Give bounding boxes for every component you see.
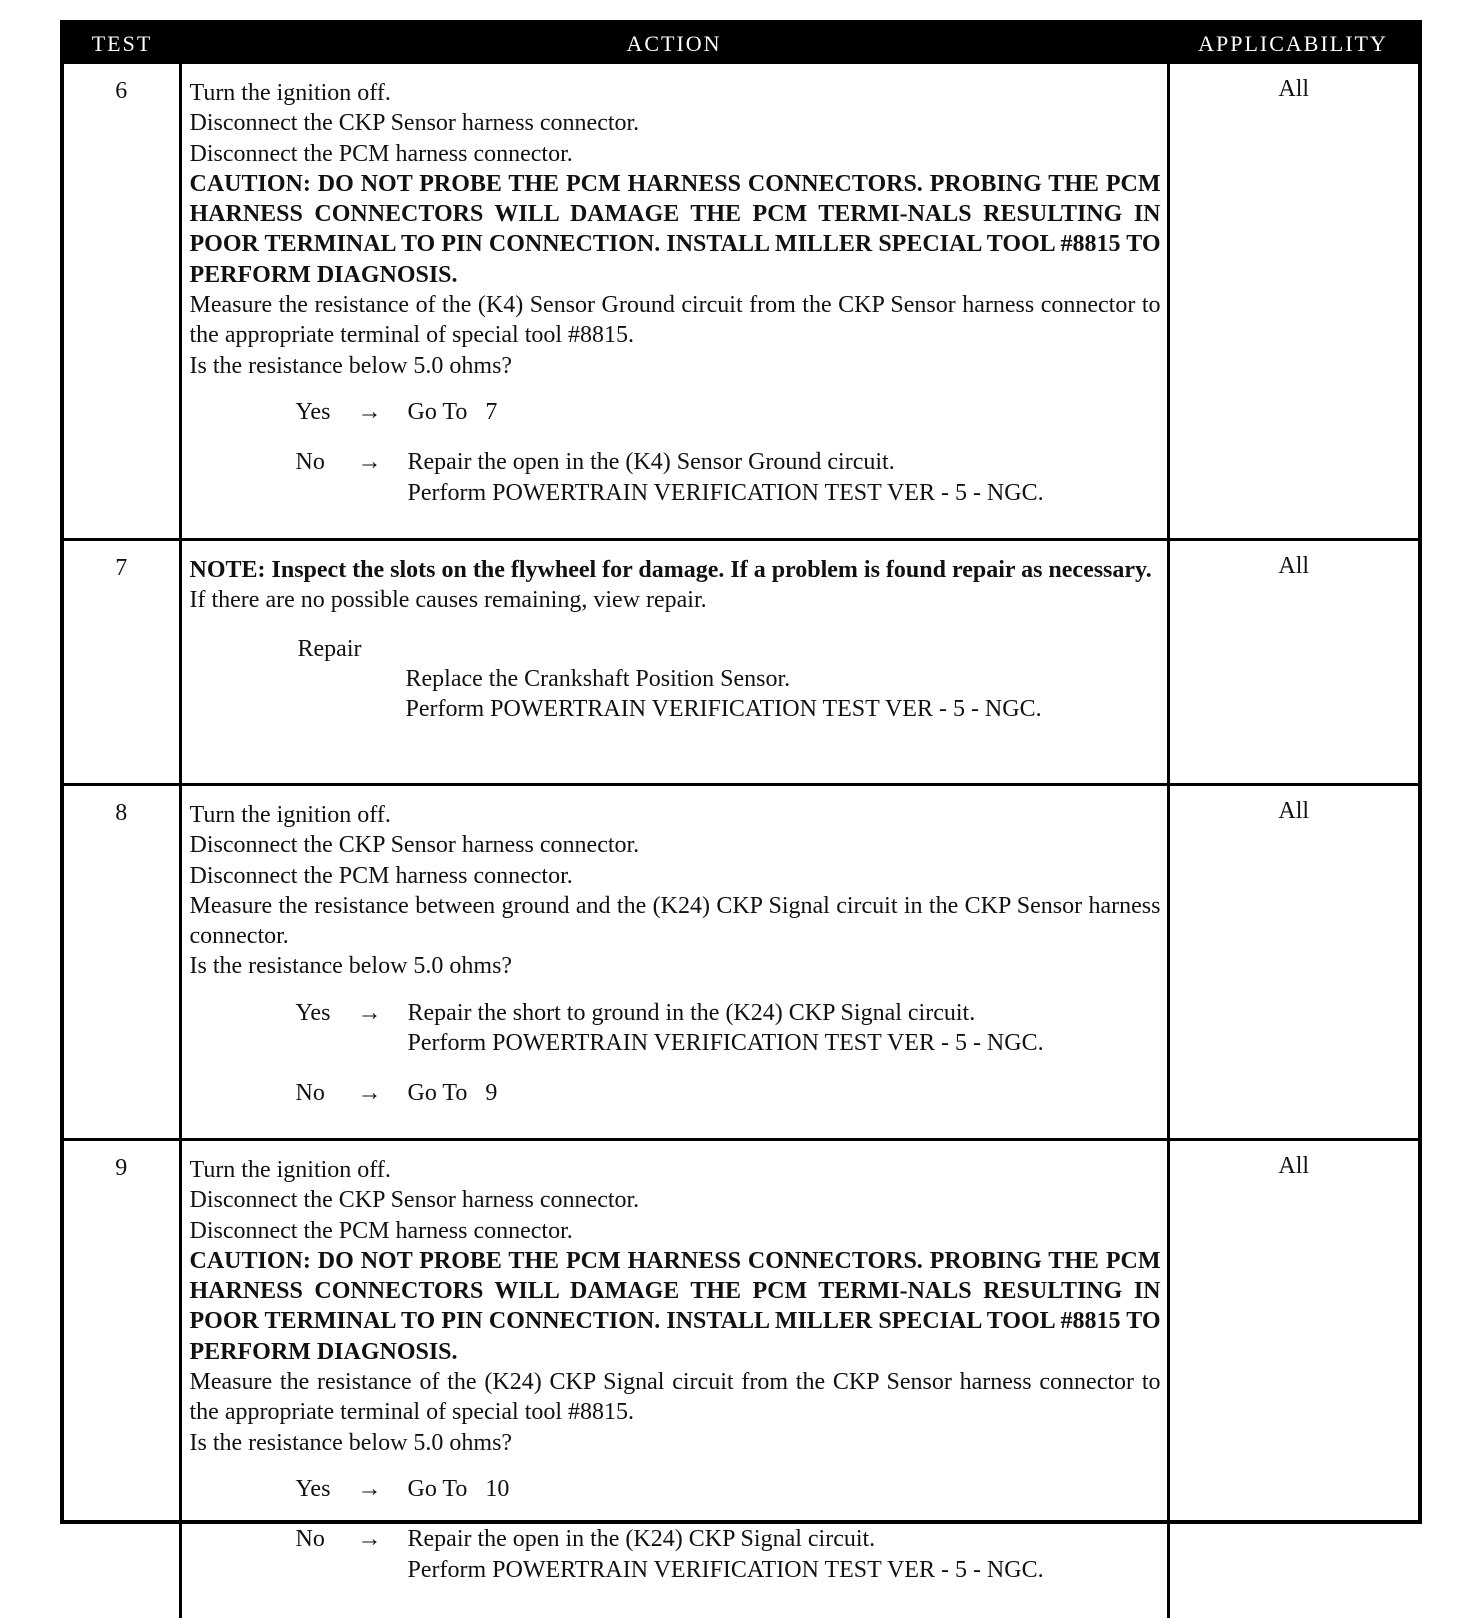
result-line: Perform POWERTRAIN VERIFICATION TEST VER - 5 - NGC. [408, 1555, 1161, 1585]
question-text: Is the resistance below 5.0 ohms? [190, 951, 1161, 981]
result-line: Perform POWERTRAIN VERIFICATION TEST VER - 5 - NGC. [408, 1028, 1161, 1058]
caution-text: CAUTION: DO NOT PROBE THE PCM HARNESS CONNECTORS. PROBING THE PCM HARNESS CONNECTORS WILL DAMAGE THE PCM TERMI-NALS RESULTING IN POOR TERMINAL TO PIN CONNECTION. INSTALL MILLER SPECIAL TOOL #8815 TO PERFORM DIAGNOSIS. [190, 1246, 1161, 1367]
test-number: 6 [64, 64, 180, 540]
measure-text: Measure the resistance of the (K4) Sensor Ground circuit from the CKP Sensor harness connector to the appropriate terminal of special tool #8815. [190, 290, 1161, 351]
no-result: Go To 9 [408, 1078, 1161, 1108]
no-label: No [296, 447, 358, 508]
no-branch [296, 1524, 1161, 1585]
question-text: Is the resistance below 5.0 ohms? [190, 1428, 1161, 1458]
test-number: 8 [64, 785, 180, 1140]
no-result [408, 447, 1161, 508]
step-text: Turn the ignition off. [190, 78, 1161, 108]
step-text: Disconnect the PCM harness connector. [190, 1216, 1161, 1246]
table-header-row [64, 24, 1418, 64]
table-row [64, 785, 1418, 1140]
measure-text: Measure the resistance of the (K24) CKP Signal circuit from the CKP Sensor harness connector to the appropriate terminal of special tool #8815. [190, 1367, 1161, 1428]
no-branch [296, 1078, 1161, 1108]
yes-result: Go To 10 [408, 1474, 1161, 1504]
step-text: Disconnect the CKP Sensor harness connector. [190, 830, 1161, 860]
yes-label: Yes [296, 998, 358, 1059]
repair-label: Repair [298, 634, 1161, 664]
action-cell [180, 785, 1168, 1140]
note-text: NOTE: Inspect the slots on the flywheel for damage. If a problem is found repair as necessary. [190, 555, 1161, 585]
repair-line: Perform POWERTRAIN VERIFICATION TEST VER - 5 - NGC. [406, 694, 1161, 724]
yes-result: Go To 7 [408, 397, 1161, 427]
step-text: Disconnect the PCM harness connector. [190, 861, 1161, 891]
repair-line: Replace the Crankshaft Position Sensor. [406, 664, 1161, 694]
header-action: ACTION [180, 24, 1168, 64]
yes-branch [296, 397, 1161, 427]
yes-branch [296, 1474, 1161, 1504]
yes-branch [296, 998, 1161, 1059]
applicability-value: All [1168, 1140, 1418, 1618]
test-number: 7 [64, 540, 180, 785]
diagnostic-table-page [60, 20, 1422, 1524]
no-result [408, 1524, 1161, 1585]
step-text: Disconnect the CKP Sensor harness connector. [190, 108, 1161, 138]
applicability-value: All [1168, 64, 1418, 540]
header-test: TEST [64, 24, 180, 64]
result-line: Repair the open in the (K24) CKP Signal circuit. [408, 1524, 1161, 1554]
result-line: Repair the open in the (K4) Sensor Ground circuit. [408, 447, 1161, 477]
header-applicability: APPLICABILITY [1168, 24, 1418, 64]
applicability-value: All [1168, 785, 1418, 1140]
yes-label: Yes [296, 397, 358, 427]
yes-result [408, 998, 1161, 1059]
arrow-icon: → [358, 1524, 408, 1585]
action-cell [180, 1140, 1168, 1618]
question-text: Is the resistance below 5.0 ohms? [190, 351, 1161, 381]
arrow-icon: → [358, 447, 408, 508]
step-text: Turn the ignition off. [190, 800, 1161, 830]
result-line: Perform POWERTRAIN VERIFICATION TEST VER - 5 - NGC. [408, 478, 1161, 508]
table-row [64, 1140, 1418, 1618]
arrow-icon: → [358, 998, 408, 1059]
caution-text: CAUTION: DO NOT PROBE THE PCM HARNESS CONNECTORS. PROBING THE PCM HARNESS CONNECTORS WILL DAMAGE THE PCM TERMI-NALS RESULTING IN POOR TERMINAL TO PIN CONNECTION. INSTALL MILLER SPECIAL TOOL #8815 TO PERFORM DIAGNOSIS. [190, 169, 1161, 290]
applicability-value: All [1168, 540, 1418, 785]
arrow-icon: → [358, 1078, 408, 1108]
action-cell [180, 540, 1168, 785]
arrow-icon: → [358, 1474, 408, 1504]
table-row [64, 540, 1418, 785]
result-line: Repair the short to ground in the (K24) CKP Signal circuit. [408, 998, 1161, 1028]
yes-label: Yes [296, 1474, 358, 1504]
diagnostic-test-table [64, 24, 1418, 1618]
no-label: No [296, 1524, 358, 1585]
arrow-icon: → [358, 397, 408, 427]
no-label: No [296, 1078, 358, 1108]
test-number: 9 [64, 1140, 180, 1618]
step-text: Turn the ignition off. [190, 1155, 1161, 1185]
action-cell [180, 64, 1168, 540]
measure-text: Measure the resistance between ground and the (K24) CKP Signal circuit in the CKP Sensor harness connector. [190, 891, 1161, 952]
step-text: Disconnect the PCM harness connector. [190, 139, 1161, 169]
table-row [64, 64, 1418, 540]
info-text: If there are no possible causes remaining, view repair. [190, 585, 1161, 615]
step-text: Disconnect the CKP Sensor harness connector. [190, 1185, 1161, 1215]
no-branch [296, 447, 1161, 508]
